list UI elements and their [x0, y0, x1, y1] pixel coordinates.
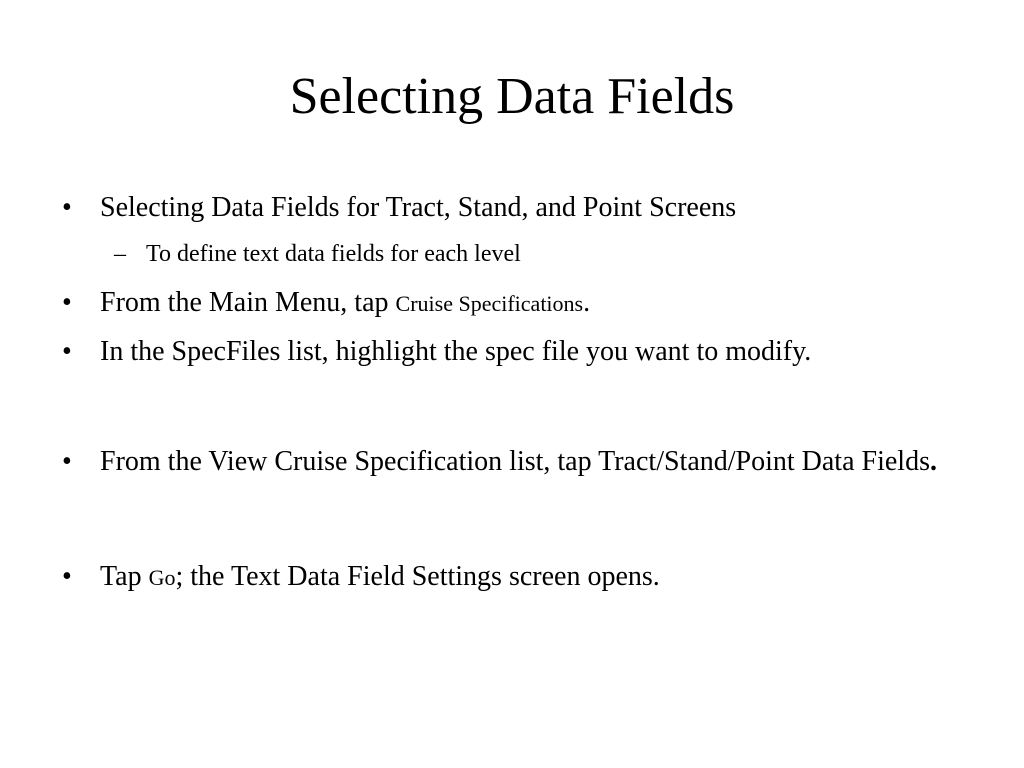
bullet-text: In the SpecFiles list, highlight the spec file you want to modify.: [100, 336, 812, 367]
bullet-item: [62, 187, 980, 228]
bullet-text-prefix: From the Main Menu, tap: [100, 287, 396, 318]
bullet-marker: •: [62, 446, 72, 477]
bullet-item: [62, 282, 980, 324]
bullet-item: [62, 432, 980, 492]
bullet-marker: •: [62, 561, 72, 592]
bullet-text-suffix: .: [929, 446, 937, 477]
bullet-text: Selecting Data Fields for Tract, Stand, and Point Screens: [100, 192, 737, 223]
bullet-item: [62, 331, 980, 372]
bullet-text-prefix: From the View Cruise Specification list, tap: [100, 446, 599, 477]
bullet-marker: •: [62, 287, 72, 318]
ui-term-cruise-specifications: Cruise Specifications: [395, 291, 584, 316]
ui-term-go: Go: [148, 565, 176, 590]
sub-bullet-text: To define text data fields for each level: [146, 241, 521, 267]
sub-bullet-item: [114, 237, 976, 271]
ui-term-tract-stand-point-data-fields: Tract/Stand/Point Data Fields: [598, 446, 930, 477]
bullet-text-suffix: .: [583, 287, 591, 318]
bullet-text-suffix: ; the Text Data Field Settings screen opens.: [175, 561, 660, 592]
bullet-marker: •: [62, 336, 72, 367]
bullet-marker: •: [62, 192, 72, 223]
bullet-text-prefix: Tap: [100, 561, 149, 592]
slide-title: Selecting Data Fields: [289, 68, 735, 125]
bullet-item: [62, 556, 980, 598]
sub-bullet-marker: –: [114, 241, 126, 267]
